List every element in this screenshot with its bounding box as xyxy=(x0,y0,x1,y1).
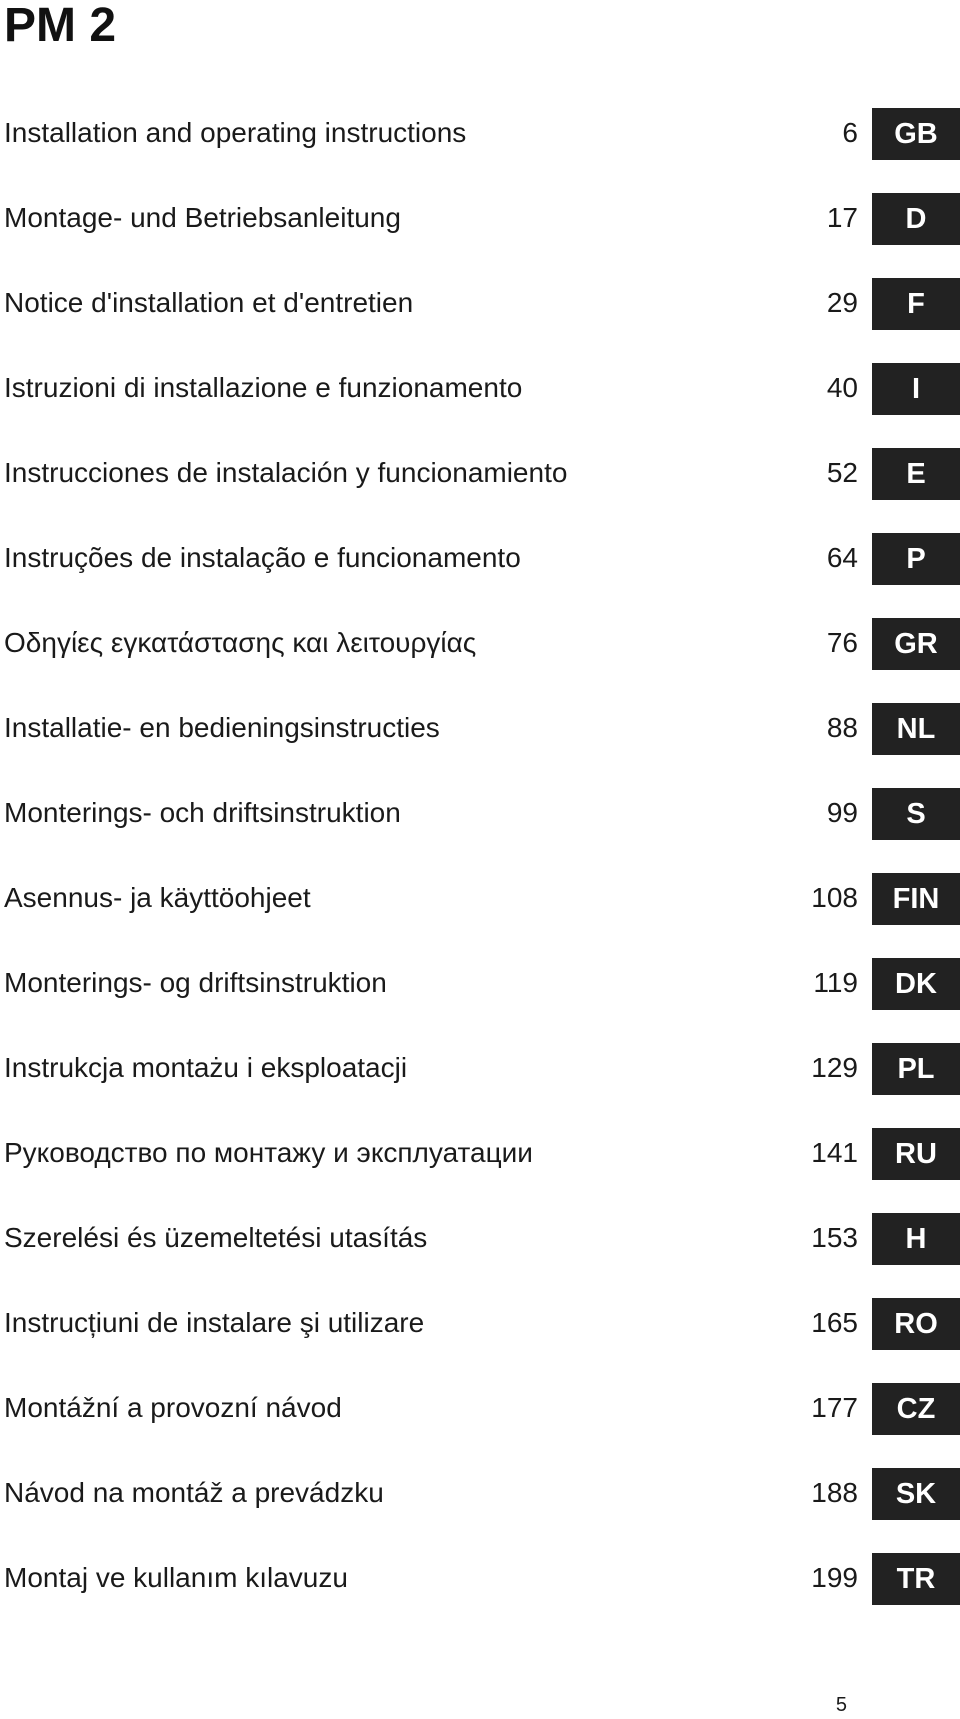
toc-entry-page: 165 xyxy=(811,1307,858,1338)
toc-entry-sk[interactable] xyxy=(0,1466,960,1551)
toc-entry-gr[interactable] xyxy=(0,616,960,701)
toc-entry-label: Asennus- ja käyttöohjeet xyxy=(4,882,311,913)
toc-entry-page: 29 xyxy=(826,287,858,318)
toc-entry-nl[interactable] xyxy=(0,701,960,786)
toc-entry-page: 188 xyxy=(811,1477,858,1508)
language-tab: P xyxy=(872,533,960,585)
language-tab: SK xyxy=(872,1468,960,1520)
toc-entry-page: 177 xyxy=(811,1392,858,1423)
toc-entry-label: Οδηγίες εγκατάστασης και λειτουργίας xyxy=(4,627,477,658)
toc-entry-page: 64 xyxy=(826,542,858,573)
toc-entry-label: Instruções de instalação e funcionamento xyxy=(4,542,521,573)
language-tab: GR xyxy=(872,618,960,670)
toc-entry-p[interactable] xyxy=(0,531,960,616)
toc-entry-gb[interactable] xyxy=(0,106,960,191)
toc-entry-label: Návod na montáž a prevádzku xyxy=(4,1477,384,1508)
toc-entry-tr[interactable] xyxy=(0,1551,960,1636)
language-tab: GB xyxy=(872,108,960,160)
toc-entry-h[interactable] xyxy=(0,1211,960,1296)
toc-entry-dk[interactable] xyxy=(0,956,960,1041)
toc-entry-page: 108 xyxy=(811,882,858,913)
toc-entry-page: 52 xyxy=(826,457,858,488)
toc-entry-page: 99 xyxy=(826,797,858,828)
language-tab: I xyxy=(872,363,960,415)
language-index xyxy=(0,106,960,1636)
toc-entry-d[interactable] xyxy=(0,191,960,276)
language-tab: S xyxy=(872,788,960,840)
language-tab: E xyxy=(872,448,960,500)
toc-entry-label: Руководство по монтажу и эксплуатации xyxy=(4,1137,533,1168)
toc-entry-e[interactable] xyxy=(0,446,960,531)
toc-entry-label: Monterings- och driftsinstruktion xyxy=(4,797,401,828)
toc-entry-page: 6 xyxy=(842,117,858,148)
toc-entry-s[interactable] xyxy=(0,786,960,871)
toc-entry-pl[interactable] xyxy=(0,1041,960,1126)
toc-entry-label: Istruzioni di installazione e funzionamento xyxy=(4,372,523,403)
toc-entry-label: Szerelési és üzemeltetési utasítás xyxy=(4,1222,428,1253)
toc-entry-label: Montaj ve kullanım kılavuzu xyxy=(4,1562,348,1593)
toc-entry-label: Installation and operating instructions xyxy=(4,117,467,148)
toc-entry-page: 129 xyxy=(811,1052,858,1083)
toc-entry-f[interactable] xyxy=(0,276,960,361)
toc-entry-page: 76 xyxy=(826,627,858,658)
language-tab: H xyxy=(872,1213,960,1265)
toc-entry-page: 199 xyxy=(811,1562,858,1593)
toc-entry-label: Montážní a provozní návod xyxy=(4,1392,342,1423)
toc-entry-ro[interactable] xyxy=(0,1296,960,1381)
toc-entry-label: Instrukcja montażu i eksploatacji xyxy=(4,1052,408,1083)
language-tab: TR xyxy=(872,1553,960,1605)
toc-entry-label: Instrucciones de instalación y funcionamiento xyxy=(4,457,568,488)
toc-entry-label: Installatie- en bedieningsinstructies xyxy=(4,712,440,743)
toc-entry-label: Instrucțiuni de instalare şi utilizare xyxy=(4,1307,425,1338)
toc-entry-page: 119 xyxy=(813,967,858,998)
toc-entry-page: 40 xyxy=(826,372,858,403)
language-tab: PL xyxy=(872,1043,960,1095)
toc-entry-i[interactable] xyxy=(0,361,960,446)
toc-entry-label: Monterings- og driftsinstruktion xyxy=(4,967,387,998)
page-number: 5 xyxy=(835,1694,847,1716)
toc-entry-label: Montage- und Betriebsanleitung xyxy=(4,202,401,233)
language-tab: F xyxy=(872,278,960,330)
language-tab: CZ xyxy=(872,1383,960,1435)
toc-entry-page: 153 xyxy=(811,1222,858,1253)
language-tab: RO xyxy=(872,1298,960,1350)
toc-entry-page: 141 xyxy=(811,1137,858,1168)
language-tab: NL xyxy=(872,703,960,755)
language-tab: DK xyxy=(872,958,960,1010)
toc-entry-label: Notice d'installation et d'entretien xyxy=(4,287,414,318)
toc-entry-page: 88 xyxy=(826,712,858,743)
toc-entry-cz[interactable] xyxy=(0,1381,960,1466)
toc-entry-ru[interactable] xyxy=(0,1126,960,1211)
language-tab: FIN xyxy=(872,873,960,925)
language-tab: D xyxy=(872,193,960,245)
language-tab: RU xyxy=(872,1128,960,1180)
toc-entry-fin[interactable] xyxy=(0,871,960,956)
toc-entry-page: 17 xyxy=(826,202,858,233)
document-title: PM 2 xyxy=(4,0,117,52)
